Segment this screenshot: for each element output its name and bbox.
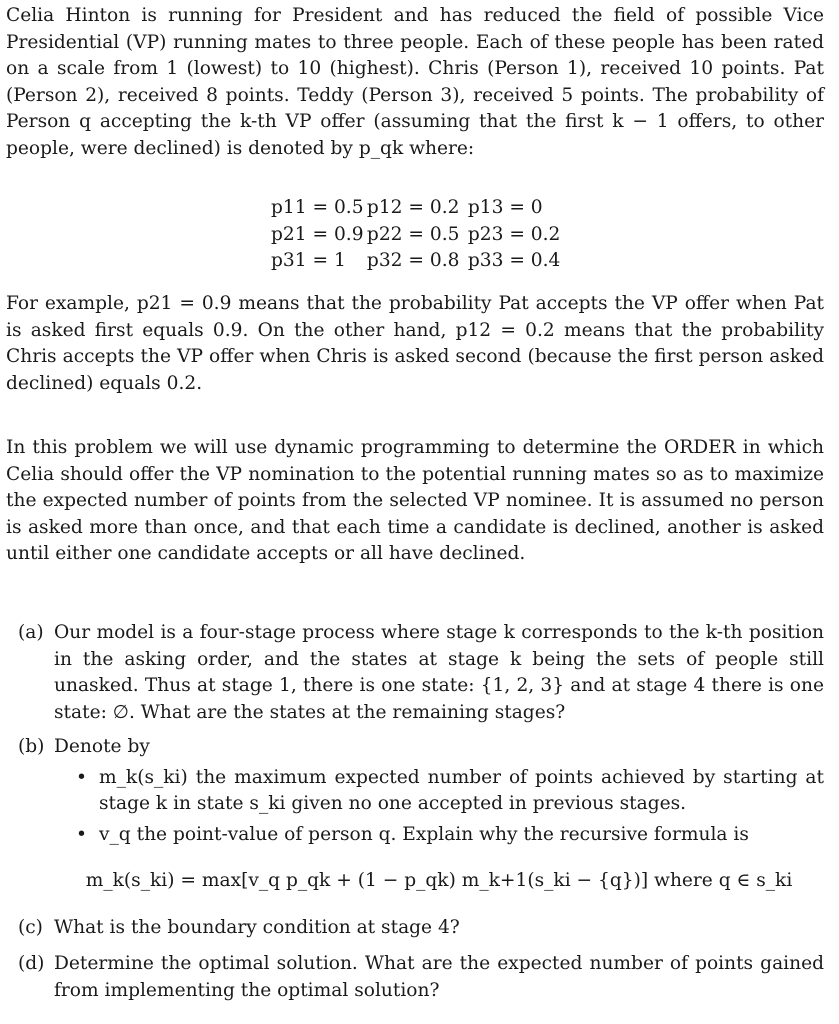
prob-cell: p21 = 0.9	[271, 223, 364, 245]
probability-row-1	[271, 195, 558, 222]
prob-cell: p31 = 1	[271, 250, 346, 271]
part-c	[6, 915, 824, 942]
prob-cell: p11 = 0.5	[271, 197, 364, 218]
example-paragraph: For example, p21 = 0.9 means that the probability Pat accepts the VP offer when Pat is asked first equals 0.9. On the other hand, p12 = 0.2 means that the probability Chris accepts the VP offer when Chris is asked second (because the first person asked declined) equals 0.2.	[6, 293, 824, 394]
prob-cell: p13 = 0	[467, 197, 543, 218]
part-b	[6, 734, 824, 895]
part-d	[6, 951, 824, 1004]
definition-list	[54, 765, 824, 849]
prob-cell: p32 = 0.8	[366, 250, 460, 271]
part-a	[6, 620, 824, 726]
prob-cell: p12 = 0.2	[366, 197, 460, 218]
probability-row-2	[271, 222, 561, 249]
purpose-paragraph: In this problem we will use dynamic programming to determine the ORDER in which Celia should offer the VP nomination to the potential running mates so as to maximize the expected number of points from the selected VP nominee. It is assumed no person is asked more than once, and that each time a candidate is declined, another is asked until either one candidate accepts or all have declined.	[6, 437, 824, 564]
part-label: (c)	[18, 916, 43, 938]
recursive-formula: m_k(s_ki) = max[v_q p_qk + (1 − p_qk) m_k+1(s_ki − {q})] where q ∈ s_ki	[85, 870, 793, 891]
list-item: • v_q the point-value of person q. Explain why the recursive formula is	[54, 822, 824, 849]
bullet-icon: •	[76, 823, 87, 845]
part-text: Our model is a four-stage process where stage k corresponds to the k-th position in the asking order, and the states at stage k being the sets of people still unasked. Thus at stage 1, there is one state: {1, 2, 3} and at stage 4 there is one state: ∅. What are the states at the remaining stages?	[54, 622, 824, 723]
part-label: (b)	[18, 736, 45, 757]
intro-paragraph: Celia Hinton is running for President and has reduced the field of possible Vice Presidential (VP) running mates to three people. Each of these people has been rated on a scale from 1 (lowest) to 10 (highest). Chris (Person 1), received 10 points. Pat (Person 2), received 8 points. Teddy (Person 3), received 5 points. The probability of Person q accepting the k-th VP offer (assuming that the first k − 1 offers, to other people, were declined) is denoted by p_qk where:	[6, 5, 824, 159]
part-label: (d)	[18, 953, 45, 974]
part-label: (a)	[18, 622, 44, 643]
prob-cell: p22 = 0.5	[366, 223, 460, 245]
part-text: Determine the optimal solution. What are the expected number of points gained from implementing the optimal solution?	[54, 953, 824, 1001]
list-item: • m_k(s_ki) the maximum expected number of points achieved by starting at stage k in state s_ki given no one accepted in previous stages.	[76, 766, 824, 814]
prob-cell: p33 = 0.4	[467, 250, 561, 271]
probability-row-3	[271, 248, 561, 275]
bullet-icon: •	[76, 766, 87, 788]
part-text: What is the boundary condition at stage 4?	[54, 916, 460, 938]
prob-cell: p23 = 0.2	[467, 223, 561, 245]
part-text: Denote by	[54, 736, 150, 757]
question-parts	[6, 620, 824, 1004]
probability-table	[271, 195, 561, 275]
